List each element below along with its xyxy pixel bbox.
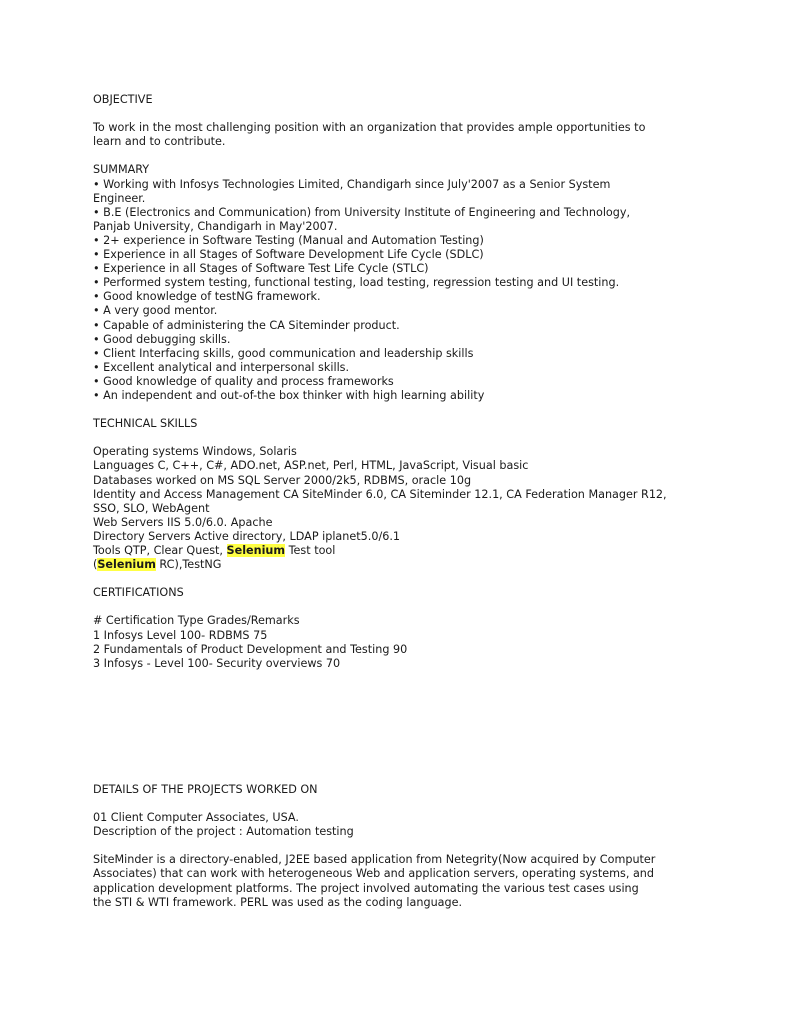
summary-line: Panjab University, Chandigarh in May'2007. xyxy=(93,219,338,233)
certification-line: 3 Infosys - Level 100- Security overviews 70 xyxy=(93,656,341,670)
objective-line: learn and to contribute. xyxy=(93,135,226,149)
tools-suffix: Test tool xyxy=(285,544,336,557)
skill-line: Operating systems Windows, Solaris xyxy=(93,445,297,459)
objective-line: To work in the most challenging position with an organization that provides ample opportunities to xyxy=(93,121,646,135)
skill-line: Directory Servers Active directory, LDAP iplanet5.0/6.1 xyxy=(93,529,401,543)
certifications-heading: CERTIFICATIONS xyxy=(93,586,184,600)
projects-heading: DETAILS OF THE PROJECTS WORKED ON xyxy=(93,782,318,796)
skill-line: Identity and Access Management CA SiteMinder 6.0, CA Siteminder 12.1, CA Federation Manager R12, xyxy=(93,487,667,501)
summary-line: • Capable of administering the CA Siteminder product. xyxy=(93,318,400,332)
summary-heading: SUMMARY xyxy=(93,163,150,177)
skill-line: SSO, SLO, WebAgent xyxy=(93,501,210,515)
summary-line: • Excellent analytical and interpersonal skills. xyxy=(93,360,350,374)
summary-line: • B.E (Electronics and Communication) from University Institute of Engineering and Technology, xyxy=(93,205,631,219)
skill-line: Web Servers IIS 5.0/6.0. Apache xyxy=(93,515,273,529)
objective-heading: OBJECTIVE xyxy=(93,93,153,106)
search-highlight: Selenium xyxy=(97,558,156,572)
certification-line: 1 Infosys Level 100- RDBMS 75 xyxy=(93,628,268,642)
technical-skills-heading: TECHNICAL SKILLS xyxy=(93,417,198,431)
certification-line: 2 Fundamentals of Product Development and Testing 90 xyxy=(93,642,408,656)
skill-line-selenium-rc xyxy=(93,558,713,572)
project-client: 01 Client Computer Associates, USA. xyxy=(93,811,299,825)
skill-line: Languages C, C++, C#, ADO.net, ASP.net, Perl, HTML, JavaScript, Visual basic xyxy=(93,459,529,473)
summary-line: • An independent and out-of-the box thinker with high learning ability xyxy=(93,388,485,402)
project-description: Description of the project : Automation testing xyxy=(93,825,354,839)
skill-line: Databases worked on MS SQL Server 2000/2k5, RDBMS, oracle 10g xyxy=(93,473,472,487)
summary-line: • Good knowledge of testNG framework. xyxy=(93,290,321,304)
summary-line: • Working with Infosys Technologies Limited, Chandigarh since July'2007 as a Senior System xyxy=(93,177,611,191)
search-highlight: Selenium xyxy=(226,544,286,557)
skill-line-tools xyxy=(93,544,713,558)
project-detail-line: SiteMinder is a directory-enabled, J2EE based application from Netegrity(Now acquired by Computer xyxy=(93,853,656,867)
rc-suffix: RC),TestNG xyxy=(155,558,222,572)
summary-line: • 2+ experience in Software Testing (Manual and Automation Testing) xyxy=(93,233,484,247)
summary-line: • Performed system testing, functional testing, load testing, regression testing and UI testing. xyxy=(93,276,620,290)
summary-line: Engineer. xyxy=(93,191,146,205)
summary-line: • A very good mentor. xyxy=(93,304,218,318)
project-detail-line: Associates) that can work with heterogeneous Web and application servers, operating systems, and xyxy=(93,867,654,881)
summary-line: • Good debugging skills. xyxy=(93,332,231,346)
resume-document xyxy=(93,93,713,910)
summary-line: • Experience in all Stages of Software Development Life Cycle (SDLC) xyxy=(93,248,484,262)
project-detail-line: the STI & WTI framework. PERL was used as the coding language. xyxy=(93,895,463,909)
rc-prefix: ( xyxy=(93,558,98,572)
summary-line: • Good knowledge of quality and process frameworks xyxy=(93,374,394,388)
summary-line: • Client Interfacing skills, good communication and leadership skills xyxy=(93,346,474,360)
certification-line: # Certification Type Grades/Remarks xyxy=(93,614,300,628)
tools-prefix: Tools QTP, Clear Quest, xyxy=(93,544,227,557)
summary-line: • Experience in all Stages of Software Test Life Cycle (STLC) xyxy=(93,262,429,276)
project-detail-line: application development platforms. The project involved automating the various test cases using xyxy=(93,881,639,895)
